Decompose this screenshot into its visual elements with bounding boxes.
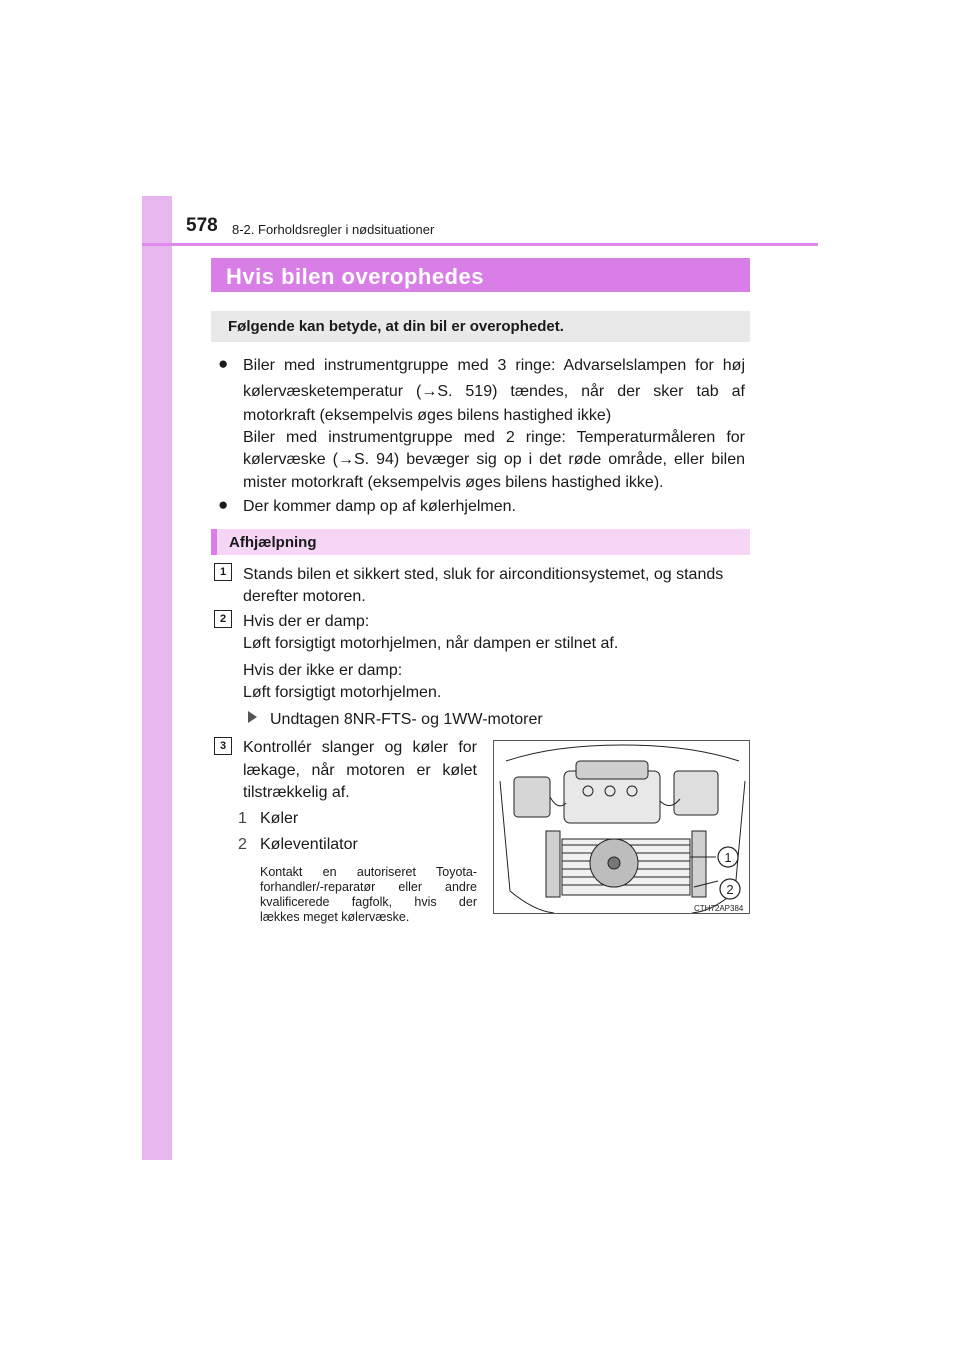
page-number: 578 (186, 215, 218, 236)
note-line-4: lækkes meget kølervæske. (260, 910, 410, 924)
step-2-line-3: Hvis der ikke er damp: (243, 662, 403, 679)
symptom-1-line-4: Biler med instrumentgruppe med 2 ringe: Temperaturmåleren for (243, 429, 745, 446)
header-divider (142, 243, 818, 246)
note-line-1: Kontakt en autoriseret Toyota- (260, 865, 477, 879)
step-1-number: 1 (214, 563, 232, 581)
engine-illustration (493, 740, 750, 914)
page-title: Hvis bilen overophedes (226, 264, 484, 289)
title-banner (211, 258, 750, 292)
lead-box (211, 311, 750, 342)
step-2-number: 2 (214, 610, 232, 628)
step-3-line-3: tilstrækkelig af. (243, 784, 350, 801)
step-1-line-2: derefter motoren. (243, 588, 366, 605)
note-line-3: kvalificerede fagfolk, hvis der (260, 895, 477, 909)
legend-1-number: 1 (238, 810, 247, 827)
step-2-line-1: Hvis der er damp: (243, 613, 370, 630)
section-breadcrumb: 8-2. Forholdsregler i nødsituationer (232, 222, 435, 237)
symptom-1-line-3: motorkraft (eksempelvis øges bilens hastighed ikke) (243, 407, 612, 424)
bullet-icon: ● (218, 354, 229, 373)
symptom-2: Der kommer damp op af kølerhjelmen. (243, 498, 516, 515)
bullet-icon: ● (218, 495, 229, 514)
callout-2: 2 (726, 882, 734, 897)
remedy-heading-bar (211, 529, 750, 555)
step-3-line-1: Kontrollér slanger og køler for (243, 739, 477, 756)
legend-1-label: Køler (260, 810, 299, 827)
step-3-line-2: lækage, når motoren er kølet (243, 762, 477, 779)
symptom-1-line-5: kølervæske (→S. 94) bevæger sig op i det røde område, eller bilen (243, 451, 745, 468)
illustration-code: CTH72AP384 (694, 904, 744, 913)
step-1-line-1: Stands bilen et sikkert sted, sluk for airconditionsystemet, og stands (243, 566, 724, 583)
symptom-1-line-2: kølervæsketemperatur (→S. 519) tændes, når der sker tab af (243, 383, 745, 400)
triangle-arrow-icon (248, 711, 257, 723)
engine-bay-drawing (494, 741, 750, 914)
remedy-heading: Afhjælpning (229, 534, 317, 551)
lead-text: Følgende kan betyde, at din bil er overophedet. (228, 318, 564, 335)
callout-1: 1 (724, 850, 732, 865)
step-3-number: 3 (214, 737, 232, 755)
legend-2-number: 2 (238, 836, 247, 853)
side-strip (142, 196, 172, 1160)
symptom-1-line-6: mister motorkraft (eksempelvis øges bilens hastighed ikke). (243, 474, 664, 491)
legend-2-label: Køleventilator (260, 836, 358, 853)
step-2-line-4: Løft forsigtigt motorhjelmen. (243, 684, 442, 701)
note-line-2: forhandler/-reparatør eller andre (260, 880, 477, 894)
symptom-1-line-1: Biler med instrumentgruppe med 3 ringe: Advarselslampen for høj (243, 357, 745, 374)
engine-condition: Undtagen 8NR-FTS- og 1WW-motorer (270, 711, 543, 728)
step-2-line-2: Løft forsigtigt motorhjelmen, når dampen er stilnet af. (243, 635, 619, 652)
